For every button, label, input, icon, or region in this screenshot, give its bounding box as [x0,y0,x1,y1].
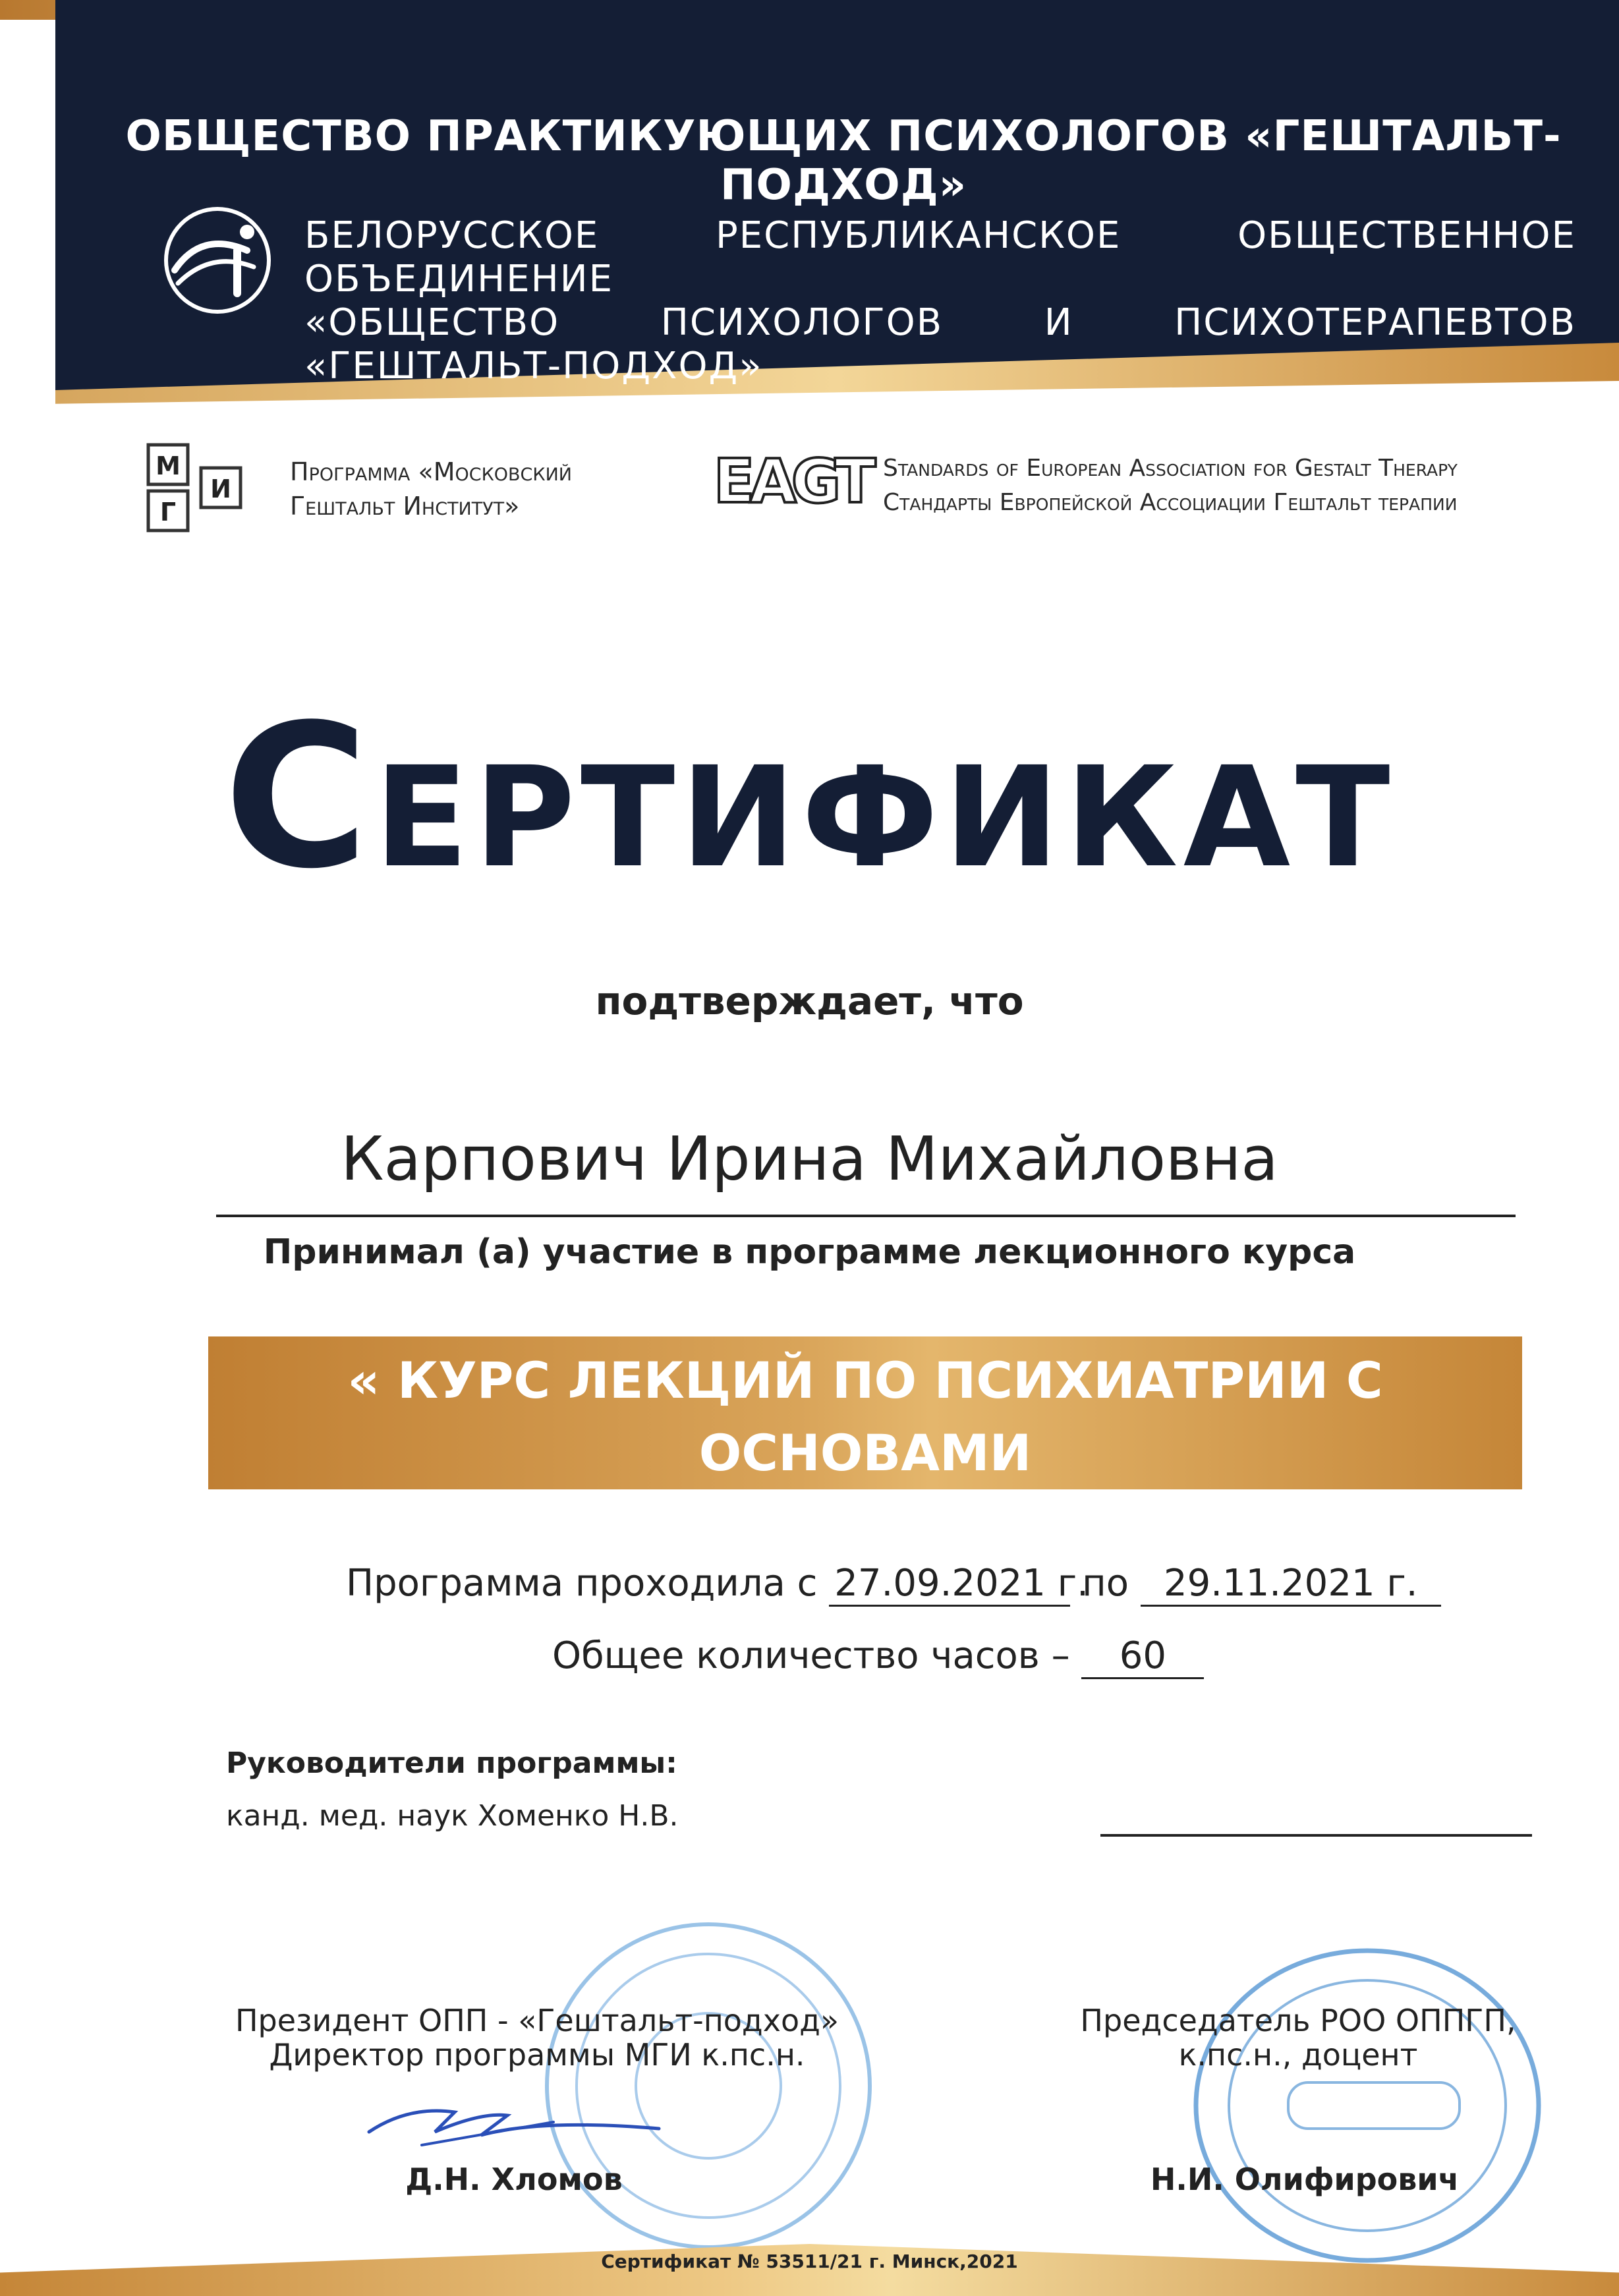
course-title-line1: « КУРС ЛЕКЦИЙ ПО ПСИХИАТРИИ С ОСНОВАМИ [347,1351,1383,1482]
eagt-logo [713,446,871,517]
recipient-name: Карпович Ирина Михайловна [341,1124,1278,1194]
chairman-line1: Председатель РОО ОППГП, [1080,2003,1516,2038]
mgi-letter-m: М [156,451,181,480]
chairman-title [1048,2003,1548,2072]
mgi-caption-line1: Программа «Московский [290,457,572,486]
gestalt-logo-icon [161,204,273,316]
eagt-logo-text: EAGT [713,446,871,517]
mgi-letter-g: Г [159,498,177,527]
mgi-logo [145,442,244,534]
total-hours [552,1634,1204,1679]
president-line2: Директор программы МГИ к.пс.н. [269,2037,805,2073]
date-to: 29.11.2021 г. [1141,1562,1441,1607]
leader-name: канд. мед. наук Хоменко Н.В. [226,1799,679,1833]
org-subtitle-line2: «ОБЩЕСТВО ПСИХОЛОГОВ И ПСИХОТЕРАПЕВТОВ «ГЕШТАЛЬТ-ПОДХОД» [304,301,1576,387]
leaders-label: Руководители программы: [226,1746,677,1780]
course-title-line2: ПСИХОДИНАМИЧЕСКОЙ ДИАГНОСТИКИ » [264,1496,1467,1555]
dates-prefix: Программа проходила с [346,1562,818,1605]
mgi-letter-i: И [210,474,231,503]
org-title: ОБЩЕСТВО ПРАКТИКУЮЩИХ ПСИХОЛОГОВ «ГЕШТАЛЬТ-ПОДХОД» [125,112,1562,210]
course-title [208,1344,1522,1562]
leader-signature-line [1100,1834,1532,1837]
mgi-caption-line2: Гештальт Институт» [290,492,520,521]
hours-label: Общее количество часов – [552,1634,1070,1677]
stamp-right [1183,1941,1552,2270]
certificate-title: Сертификат [223,682,1396,912]
org-subtitle [304,214,1576,388]
program-dates [346,1562,1441,1607]
signature-khlomov [356,2086,666,2158]
chairman-line2: к.пс.н., доцент [1178,2037,1418,2073]
president-line1: Президент ОПП - «Гештальт-подход» [235,2003,839,2038]
hours-value: 60 [1081,1634,1204,1679]
confirms-text: подтверждает, что [595,979,1024,1023]
president-title [217,2003,857,2072]
mgi-caption [290,455,572,523]
date-from: 27.09.2021 г. [829,1562,1070,1607]
participation-text: Принимал (а) участие в программе лекционного курса [263,1232,1356,1272]
dates-mid: по [1082,1562,1129,1605]
signatory-right-name: Н.И. Олифирович [1150,2162,1460,2197]
certificate-number: Сертификат № 53511/21 г. Минск,2021 [601,2251,1018,2272]
eagt-caption-line1: Standards of European Association for Gestalt Therapy [883,455,1458,482]
eagt-caption-line2: Стандарты Европейской Ассоциации Гештальт терапии [883,489,1458,516]
org-subtitle-line1: БЕЛОРУССКОЕ РЕСПУБЛИКАНСКОЕ ОБЩЕСТВЕННОЕ ОБЪЕДИНЕНИЕ [304,214,1576,301]
eagt-caption [883,451,1458,520]
name-underline [216,1215,1516,1217]
signatory-left-name: Д.Н. Хломов [405,2162,623,2197]
